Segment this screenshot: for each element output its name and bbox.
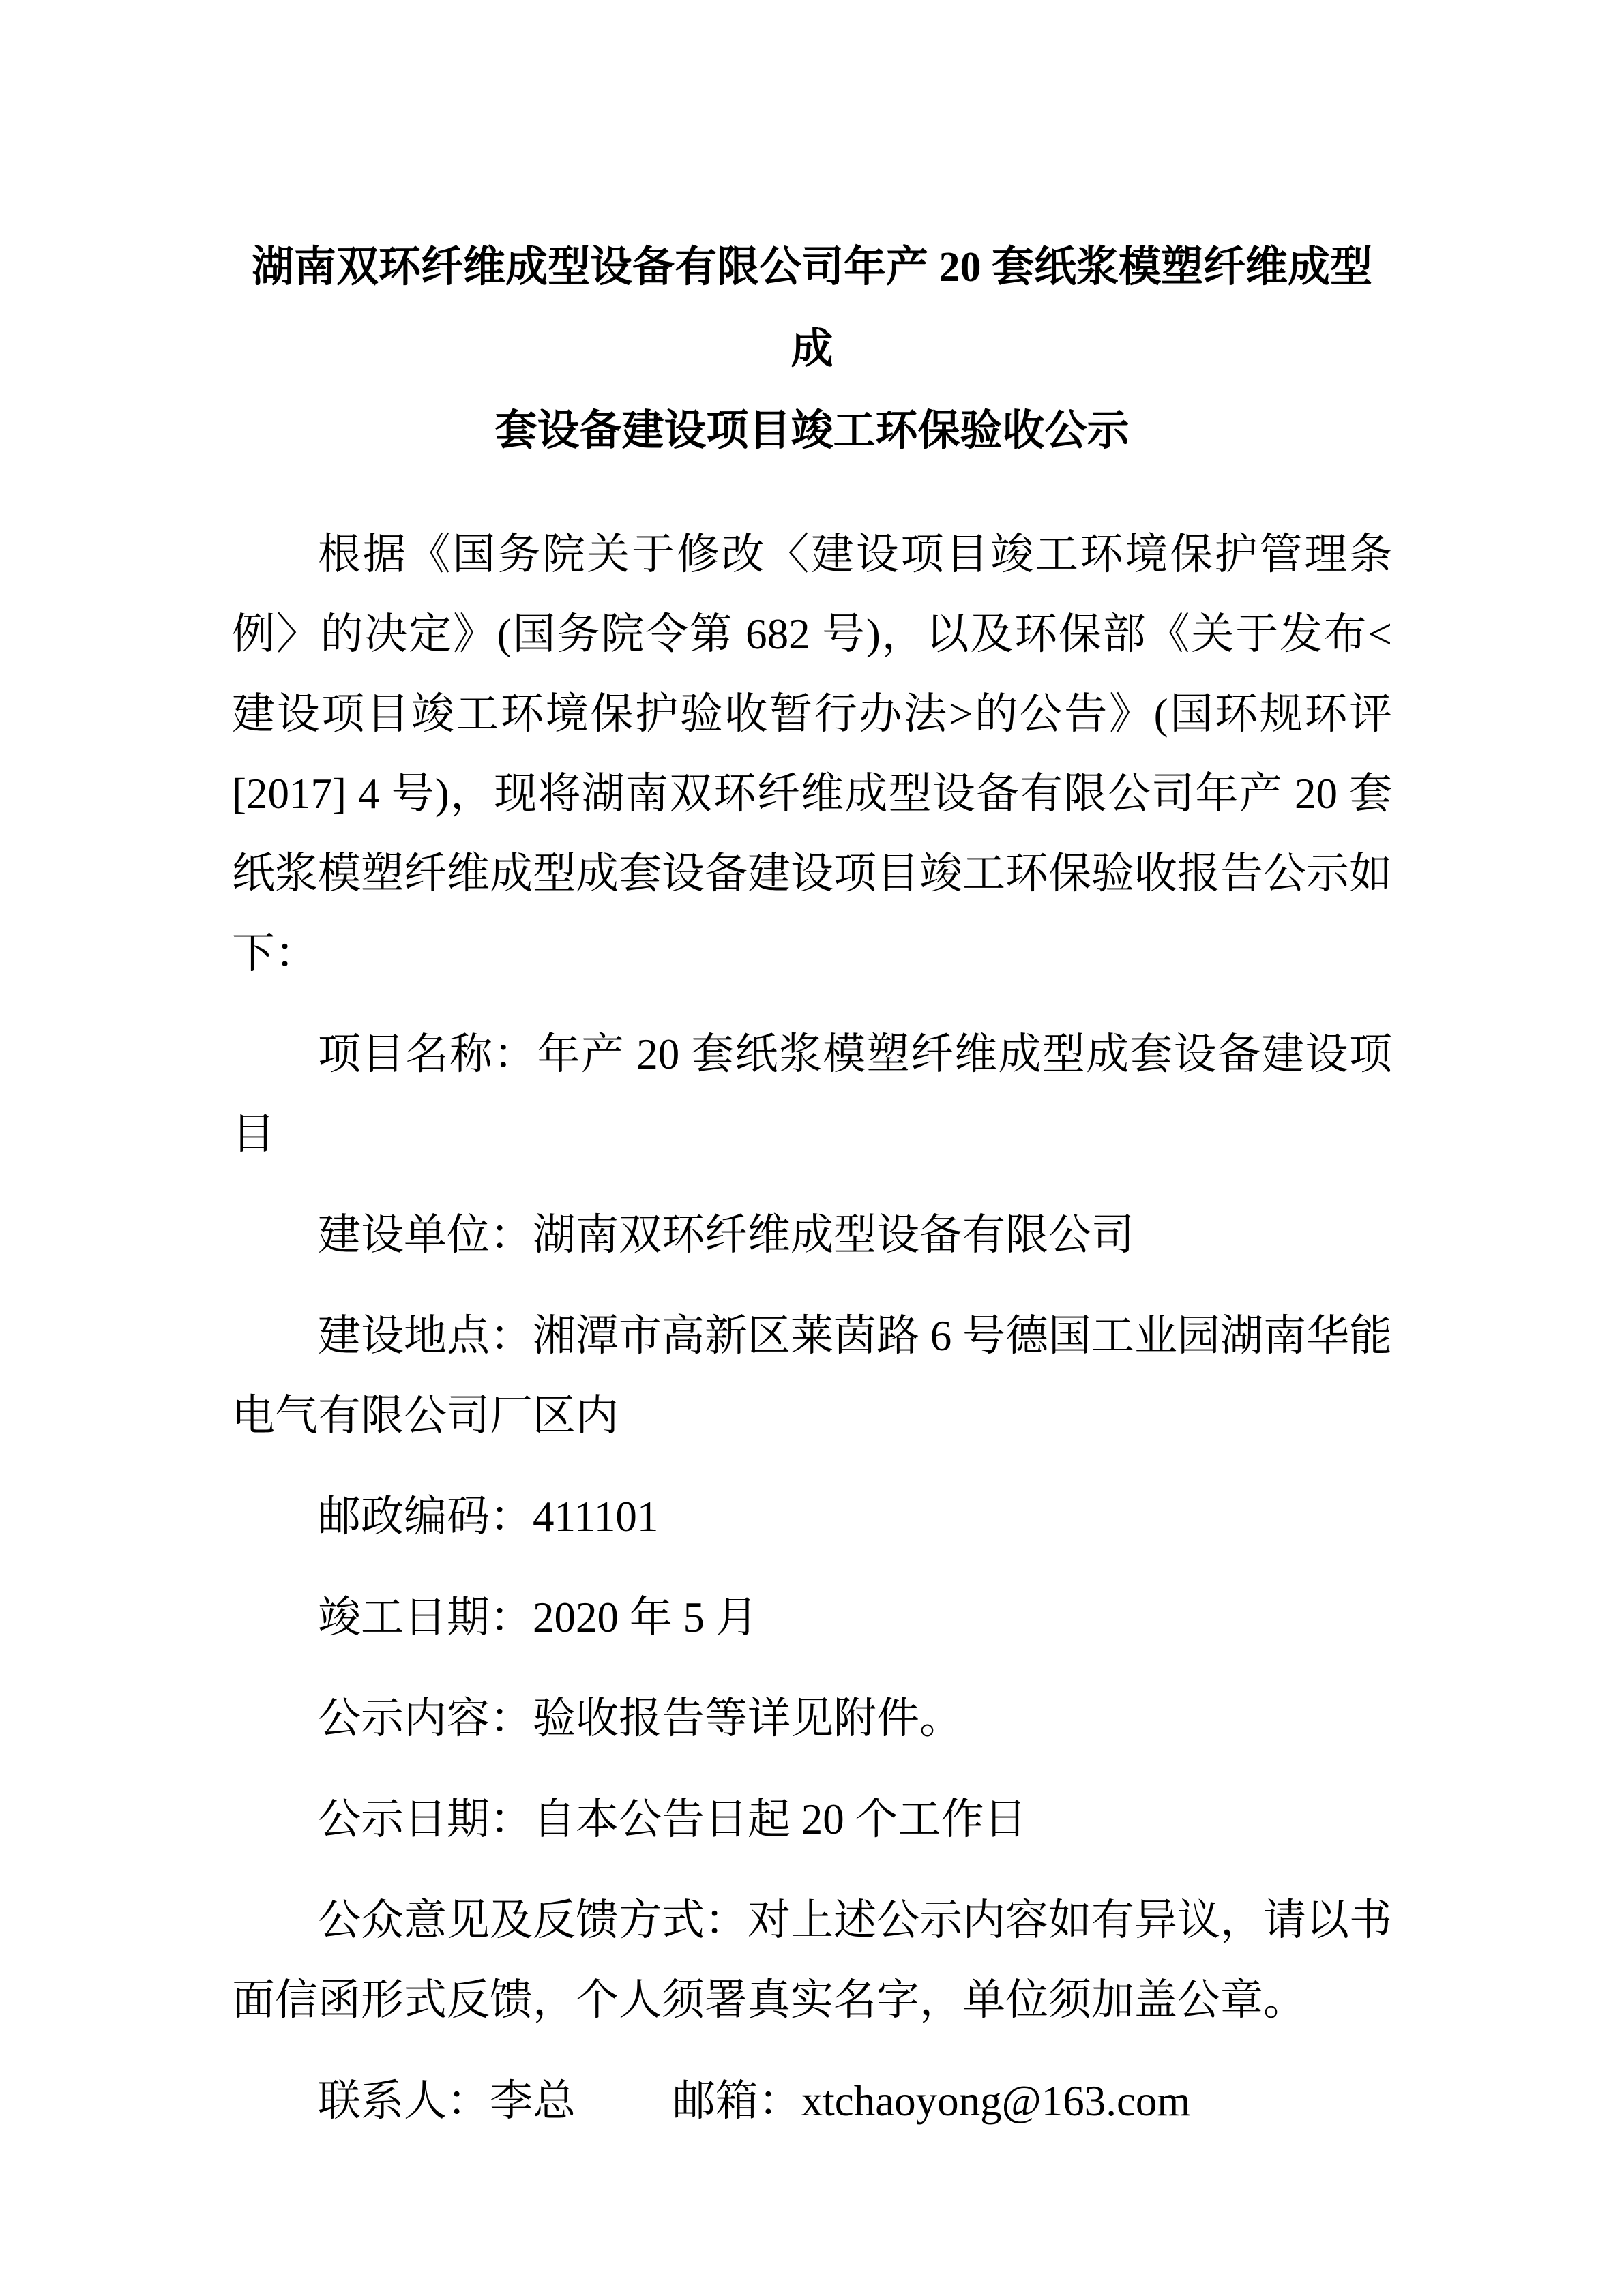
publicity-period-line: 公示日期：自本公告日起 20 个工作日	[318, 1795, 1027, 1843]
contact-email: 邮箱：xtchaoyong@163.com	[672, 2077, 1191, 2125]
project-name-line: 项目名称：年产 20 套纸浆模塑纤维成型成套设备建设项目	[232, 1030, 1392, 1158]
completion-date-line: 竣工日期：2020 年 5 月	[318, 1594, 758, 1641]
contact-person: 联系人：李总	[318, 2077, 576, 2125]
construction-site-line: 建设地点：湘潭市高新区莱茵路 6 号德国工业园湖南华能电气有限公司厂区内	[232, 1312, 1392, 1440]
feedback-method-paragraph: 公众意见及反馈方式：对上述公示内容如有异议，请以书面信函形式反馈，个人须署真实名字，单位须加盖公章。	[232, 1896, 1392, 2024]
intro-paragraph: 根据《国务院关于修改〈建设项目竣工环境保护管理条例〉的决定》(国务院令第 682 号)，以及环保部《关于发布<建设项目竣工环境保护验收暂行办法>的公告》(国环规环评[2017] 4 号)，现将湖南双环纤维成型设备有限公司年产 20 套纸浆模塑纤维成型成套设备建设项目竣工环保验收报告公示如下：	[232, 531, 1392, 977]
contact-line	[232, 2061, 1392, 2141]
construction-unit-line: 建设单位：湖南双环纤维成型设备有限公司	[318, 1211, 1134, 1259]
document-title	[232, 226, 1392, 472]
publicity-content-line: 公示内容：验收报告等详见附件。	[318, 1695, 962, 1742]
postal-code-line: 邮政编码：411101	[318, 1493, 659, 1540]
title-line-2: 套设备建设项目竣工环保验收公示	[494, 408, 1130, 454]
title-line-1: 湖南双环纤维成型设备有限公司年产 20 套纸浆模塑纤维成型成	[251, 244, 1372, 372]
